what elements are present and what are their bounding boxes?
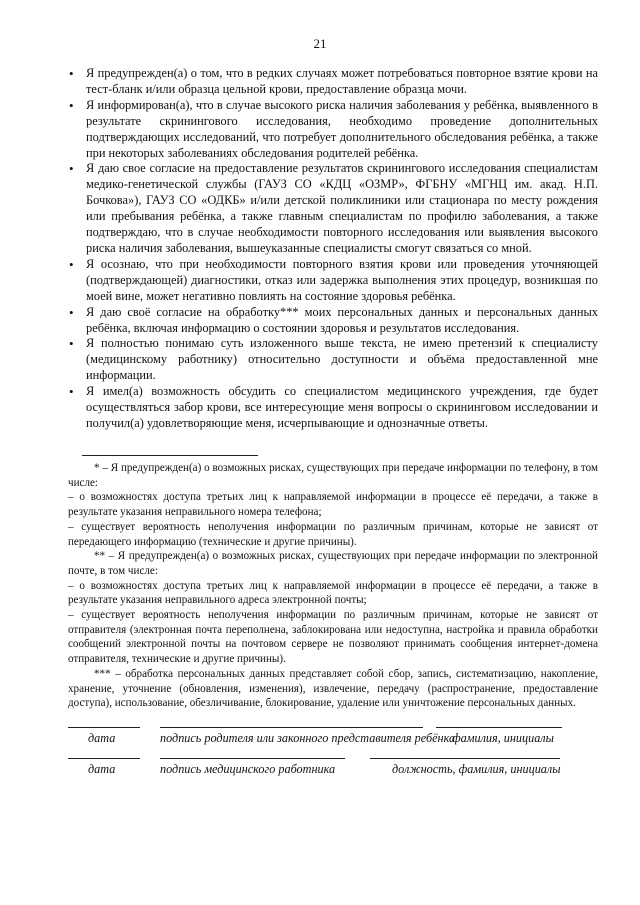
- footnote-phone-intro: * – Я предупрежден(а) о возможных рисках, существующих при передаче информации по телефону, в том числе:: [68, 462, 598, 489]
- position-name-line: [370, 758, 560, 759]
- name-initials-label: фамилия, инициалы: [452, 731, 554, 745]
- date-line: [68, 727, 140, 728]
- consent-statement: • Я имел(а) возможность обсудить со специалистом медицинского учреждения, где будет осуществляться забор крови, все интересующие меня вопросы о скрининговом исследовании и получил(а) удовлетворяющие меня, исчерпывающие и однозначные ответы.: [68, 384, 598, 432]
- footnote-item: – о возможностях доступа третьих лиц к направляемой информации в процессе её передачи, а также в результате указания неправильного номера телефона;: [68, 491, 598, 519]
- consent-statement: • Я полностью понимаю суть изложенного выше текста, не имею претензий к специалисту (медицинскому работнику) относительно доступности и объёма предоставленной мне информации.: [68, 336, 598, 384]
- footnote-separator: [82, 455, 258, 456]
- date-label: дата: [88, 731, 116, 745]
- consent-statement: • Я осознаю, что при необходимости повторного взятия крови или проведения уточняющей (подтверждающей) диагностики, отказ или задержка выполнения этих процедур, возникшая по моей вине, может негативно повлиять на состояние здоровья ребёнка.: [68, 257, 598, 305]
- consent-statement-list: [68, 66, 598, 432]
- name-initials-line: [436, 727, 562, 728]
- footnote-item: – существует вероятность неполучения информации по различным причинам, которые не зависят от отправителя (электронная почта переполнена, заблокирована или недоступна, настройка и правила обработки сообщений электронной почты на почтовом сервере не позволяют принимать сообщения интернет-домена отправителя, технические и другие причины).: [68, 609, 598, 666]
- footnote-personal-data: *** – обработка персональных данных представляет собой сбор, запись, систематизацию, накопление, хранение, уточнение (обновления, изменения), извлечение, передачу (распространение, предоставление доступа), использование, обезличивание, блокирование, удаление или уничтожение персональных данных.: [68, 667, 598, 710]
- medic-signature-label: подпись медицинского работника: [160, 762, 336, 776]
- footnotes: [68, 461, 598, 711]
- footnote-email-intro: ** – Я предупрежден(а) о возможных рисках, существующих при передаче информации по электронной почте, в том числе:: [68, 550, 598, 577]
- date-line: [68, 758, 140, 759]
- parent-signature-line: [160, 727, 423, 728]
- consent-statement: • Я даю свое согласие на предоставление результатов скринингового исследования специалистам медико-генетической службы (ГАУЗ СО «КДЦ «ОЗМР», ФГБНУ «МГНЦ им. акад. Н.П. Бочкова»), ГАУЗ СО «ОДКБ» и/или детской поликлиники или стационара по месту рождения или пребывания ребёнка, а также главным специалистам по профилю заболевания, а также подтверждаю, что в случае необходимости повторного исследования или выявления высокого риска наличия заболевания, вышеуказанные специалисты смогут связаться со мной.: [68, 161, 598, 256]
- footnote-item: – о возможностях доступа третьих лиц к направляемой информации в процессе её передачи, а также в результате указания неправильного адреса электронной почты;: [68, 579, 598, 607]
- date-label: дата: [88, 762, 116, 776]
- page-number: 21: [313, 36, 327, 51]
- parent-signature-label: подпись родителя или законного представителя ребёнка: [160, 731, 456, 745]
- consent-statement: • Я предупрежден(а) о том, что в редких случаях может потребоваться повторное взятие крови на тест-бланк и/или образца цельной крови, предоставление образца мочи.: [68, 66, 598, 98]
- position-name-label: должность, фамилия, инициалы: [392, 762, 561, 776]
- footnote-item: – существует вероятность неполучения информации по различным причинам, которые не зависят от передающего информацию (технические и другие причины).: [68, 520, 598, 548]
- consent-statement: • Я информирован(а), что в случае высокого риска наличия заболевания у ребёнка, выявленного в результате скринингового исследования, необходимо проведение дополнительных подтверждающих исследований, что потребует дополнительного обследования ребёнка, а также при некоторых заболеваниях обследования родителей ребёнка.: [68, 98, 598, 162]
- consent-statement: • Я даю своё согласие на обработку*** моих персональных данных и персональных данных ребёнка, включая информацию о состоянии здоровья и результатов исследования.: [68, 305, 598, 337]
- medic-signature-line: [160, 758, 345, 759]
